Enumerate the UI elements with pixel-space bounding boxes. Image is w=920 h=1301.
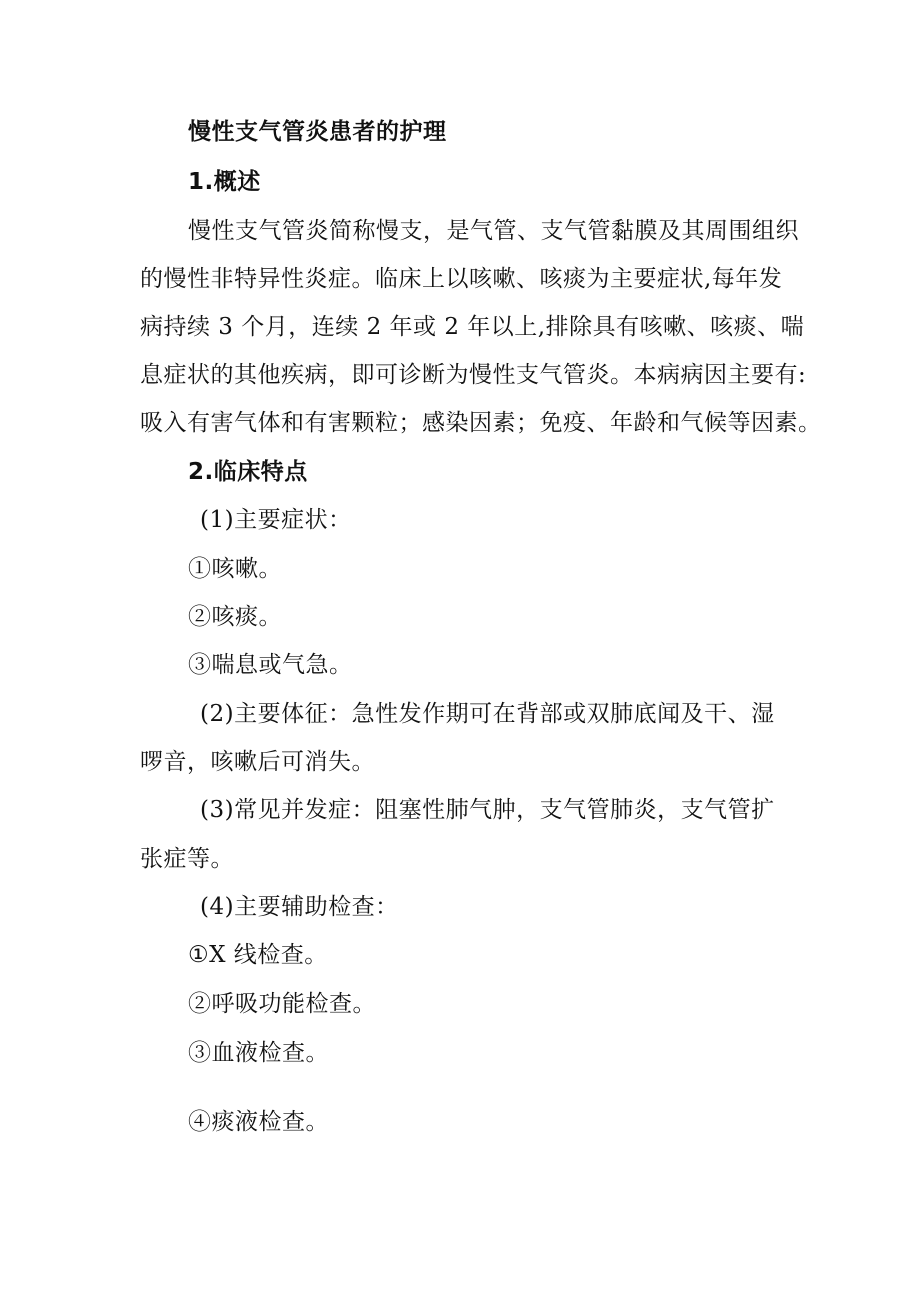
symptom-item: ②咳痰。: [188, 604, 282, 630]
overview-line-1: 慢性支气管炎简称慢支，是气管、支气管黏膜及其周围组织: [188, 218, 799, 244]
overview-line-2: 的慢性非特异性炎症。临床上以咳嗽、咳痰为主要症状,每年发: [140, 266, 783, 292]
section-heading-overview: 1.概述: [188, 169, 261, 195]
exams-title: (4)主要辅助检查：: [200, 894, 399, 920]
overview-line-3: 病持续 3 个月，连续 2 年或 2 年以上,排除具有咳嗽、咳痰、喘: [140, 314, 805, 340]
signs-line-1: (2)主要体征：急性发作期可在背部或双肺底闻及干、湿: [200, 701, 775, 727]
symptoms-title: (1)主要症状：: [200, 507, 352, 533]
complications-line-1: (3)常见并发症：阻塞性肺气肿，支气管肺炎，支气管扩: [200, 797, 775, 823]
overview-line-5: 吸入有害气体和有害颗粒；感染因素；免疫、年龄和气候等因素。: [140, 410, 822, 436]
exam-item: ①X 线检查。: [188, 942, 328, 968]
signs-line-2: 啰音，咳嗽后可消失。: [140, 749, 375, 775]
overview-line-4: 息症状的其他疾病，即可诊断为慢性支气管炎。本病病因主要有:: [140, 362, 807, 388]
complications-line-2: 张症等。: [140, 846, 234, 872]
document-title: 慢性支气管炎患者的护理: [188, 119, 447, 145]
exam-item: ②呼吸功能检查。: [188, 991, 376, 1017]
section-heading-clinical: 2.临床特点: [188, 459, 308, 485]
symptom-item: ①咳嗽。: [188, 556, 282, 582]
exam-item: ③血液检查。: [188, 1040, 329, 1066]
symptom-item: ③喘息或气急。: [188, 652, 353, 678]
exam-item: ④痰液检查。: [188, 1109, 329, 1135]
